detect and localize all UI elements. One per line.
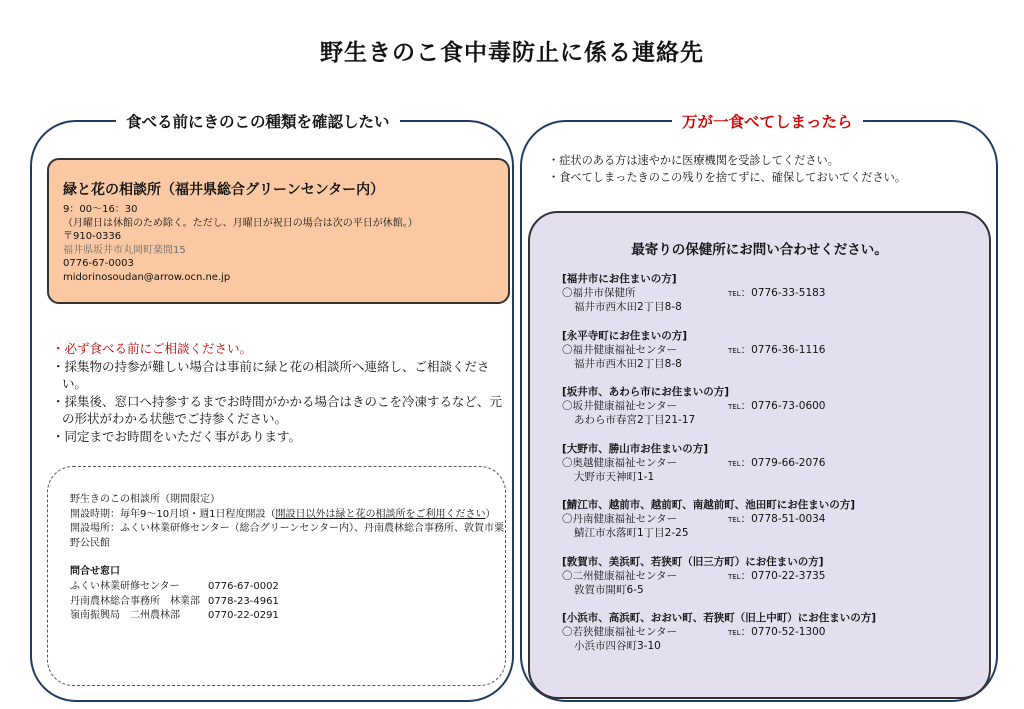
office-area: [大野市、勝山市お住まいの方] xyxy=(562,442,709,455)
office-address: 大野市天神町1-1 xyxy=(574,470,655,483)
right-panel-heading: 万が一食べてしまったら xyxy=(672,110,863,132)
list-item xyxy=(562,498,982,540)
list-item xyxy=(562,272,982,314)
office-tel: TEL：0776-73-0600 xyxy=(728,400,826,412)
list-item: ・同定までお時間をいただく事があります。 xyxy=(52,428,302,444)
consultation-office-box xyxy=(47,158,510,304)
office-area: [敦賀市、美浜町、若狭町（旧三方町）にお住まいの方] xyxy=(562,555,824,568)
office-area: [鯖江市、越前市、越前町、南越前町、池田町にお住まいの方] xyxy=(562,499,856,511)
office-tel: TEL：0770-52-1300 xyxy=(728,626,826,638)
office-tel: TEL：0776-33-5183 xyxy=(728,287,826,299)
office-name: 〇二州健康福祉センター xyxy=(562,569,678,582)
office-area: [小浜市、高浜町、おおい町、若狭町（旧上中町）にお住まいの方] xyxy=(562,612,877,624)
office-name: 〇奥越健康福祉センター xyxy=(562,456,678,469)
temporary-consultation-box xyxy=(47,466,506,686)
temporary-consultation-title: 野生きのこの相談所（期間限定） xyxy=(70,494,220,505)
list-item: ・必ず食べる前にご相談ください。 xyxy=(52,341,253,356)
list-item: ・採集物の持参が難しい場合は事前に緑と花の相談所へ連絡し、ご相談ください。 xyxy=(52,358,490,391)
contact-row: ふくい林業研修センター 0776-67-0002 xyxy=(70,580,279,592)
consultation-hours: 9：00～16：30 xyxy=(63,204,138,215)
office-name: 〇若狭健康福祉センター xyxy=(562,626,678,638)
temporary-consultation-period: 開設時期：毎年9～10月頃・週1日程度開設（開設日以外は緑と花の相談所をご利用ください） xyxy=(70,508,496,520)
left-panel-heading: 食べる前にきのこの種類を確認したい xyxy=(116,110,400,132)
consultation-address: 福井県坂井市丸岡町楽間15 xyxy=(63,244,186,256)
office-area: [永平寺町にお住まいの方] xyxy=(562,329,688,342)
office-tel: TEL：0770-22-3735 xyxy=(728,569,826,582)
list-item xyxy=(562,611,982,653)
health-center-list xyxy=(562,272,982,668)
office-tel: TEL：0778-51-0034 xyxy=(728,513,826,525)
list-item: ・食べてしまったきのこの残りを捨てずに、確保しておいてください。 xyxy=(548,171,907,184)
office-tel: TEL：0776-36-1116 xyxy=(728,343,826,356)
list-item xyxy=(562,442,982,484)
consultation-email: midorinosoudan@arrow.ocn.ne.jp xyxy=(63,271,231,283)
consultation-phone: 0776-67-0003 xyxy=(63,258,134,269)
office-name: 〇坂井健康福祉センター xyxy=(562,400,678,412)
consultation-office-name: 緑と花の相談所（福井県総合グリーンセンター内） xyxy=(63,182,385,198)
health-center-box-title: 最寄りの保健所にお問い合わせください。 xyxy=(631,242,888,258)
office-address: 小浜市四谷町3-10 xyxy=(574,640,661,652)
list-item xyxy=(562,385,982,427)
contact-row: 嶺南振興局 二州農林部 0770-22-0291 xyxy=(70,610,279,622)
office-name: 〇丹南健康福祉センター xyxy=(562,513,678,525)
consultation-postal-code: 〒910-0336 xyxy=(63,231,122,242)
left-bullet-list xyxy=(52,340,504,445)
contact-row: 丹南農林総合事務所 林業部 0778-23-4961 xyxy=(70,595,279,607)
office-address: あわら市春宮2丁目21-17 xyxy=(574,414,696,426)
office-address: 福井市西木田2丁目8-8 xyxy=(574,357,682,370)
office-area: [福井市にお住まいの方] xyxy=(562,273,677,285)
page-title: 野生きのこ食中毒防止に係る連絡先 xyxy=(320,40,704,66)
health-center-box xyxy=(528,211,991,699)
office-address: 敦賀市開町6-5 xyxy=(574,583,644,596)
office-name: 〇福井市保健所 xyxy=(562,287,636,299)
contact-title: 問合せ窓口 xyxy=(70,566,120,578)
list-item xyxy=(562,555,982,597)
list-item: ・症状のある方は速やかに医療機関を受診してください。 xyxy=(548,154,839,167)
consultation-closed-note: （月曜日は休館のため除く。ただし、月曜日が祝日の場合は次の平日が休館。） xyxy=(63,217,418,229)
office-address: 鯖江市水落町1丁目2-25 xyxy=(574,527,689,539)
list-item xyxy=(562,329,982,371)
right-notes xyxy=(548,152,993,186)
office-name: 〇福井健康福祉センター xyxy=(562,343,678,356)
office-tel: TEL：0779-66-2076 xyxy=(728,456,826,469)
office-area: [坂井市、あわら市にお住まいの方] xyxy=(562,386,730,398)
list-item: ・採集後、窓口へ持参するまでお時間がかかる場合はきのこを冷凍するなど、元の形状がわかる状態でご持参ください。 xyxy=(52,393,503,426)
temporary-consultation-place: 開設場所：ふくい林業研修センター（総合グリーンセンター内）、丹南農林総合事務所、敦賀市粟野公民館 xyxy=(70,523,504,549)
office-address: 福井市西木田2丁目8-8 xyxy=(574,301,682,313)
